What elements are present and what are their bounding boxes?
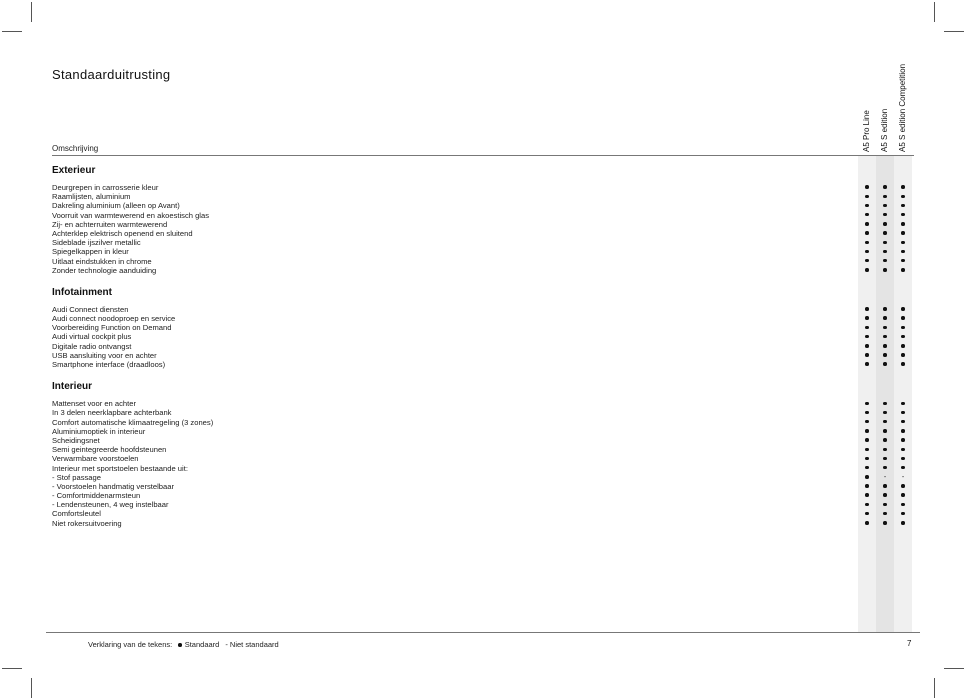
standard-bullet-icon: [876, 257, 894, 266]
standard-bullet-icon: [876, 183, 894, 192]
not-standard-mark: -: [883, 473, 887, 481]
not-standard-mark: -: [901, 473, 905, 481]
standard-bullet-icon: [858, 314, 876, 323]
row-label: - Stof passage: [52, 472, 101, 482]
standard-bullet-icon: [858, 482, 876, 491]
row-label: Zij- en achterruiten warmtewerend: [52, 219, 168, 229]
standard-bullet-icon: [894, 408, 912, 417]
section-title: Interieur: [52, 381, 93, 393]
table-row: [52, 445, 922, 454]
standard-bullet-icon: [858, 491, 876, 500]
row-label: Comfortsleutel: [52, 509, 101, 519]
column-header-pro-line: A5 Pro Line: [862, 110, 871, 152]
standard-bullet-icon: [876, 482, 894, 491]
table-row: [52, 257, 922, 266]
table-row: [52, 305, 922, 314]
table-row: [52, 332, 922, 341]
crop-mark: [31, 678, 32, 698]
standard-bullet-icon: [876, 491, 894, 500]
row-label: Audi virtual cockpit plus: [52, 332, 132, 342]
standard-bullet-icon: [894, 491, 912, 500]
standard-bullet-icon: [894, 183, 912, 192]
standard-bullet-icon: [876, 211, 894, 220]
table-row: [52, 192, 922, 201]
standard-bullet-icon: [894, 266, 912, 275]
standard-bullet-icon: [876, 220, 894, 229]
row-label: Zonder technologie aanduiding: [52, 265, 157, 275]
standard-bullet-icon: [894, 257, 912, 266]
table-row: [52, 266, 922, 275]
standard-bullet-icon: [876, 418, 894, 427]
standard-bullet-icon: [858, 408, 876, 417]
row-label: Sideblade ijszilver metallic: [52, 238, 141, 248]
standard-bullet-icon: [894, 332, 912, 341]
standard-bullet-icon: [876, 445, 894, 454]
table-row: [52, 360, 922, 369]
row-label: Achterklep elektrisch openend en sluitend: [52, 228, 193, 238]
row-label: Aluminiumoptiek in interieur: [52, 426, 146, 436]
table-row: [52, 229, 922, 238]
row-label: Digitale radio ontvangst: [52, 341, 132, 351]
table-row: [52, 201, 922, 210]
crop-mark: [944, 668, 964, 669]
standard-bullet-icon: [858, 238, 876, 247]
crop-mark: [934, 678, 935, 698]
standard-bullet-icon: [876, 454, 894, 463]
standard-bullet-icon: [876, 192, 894, 201]
section: [52, 163, 922, 275]
standard-bullet-icon: [876, 201, 894, 210]
standard-bullet-icon: [876, 247, 894, 256]
standard-bullet-icon: [894, 229, 912, 238]
standard-bullet-icon: [858, 247, 876, 256]
standard-bullet-icon: [876, 464, 894, 473]
row-label: Niet rokersuitvoering: [52, 518, 122, 528]
row-label: Interieur met sportstoelen bestaande uit:: [52, 463, 188, 473]
standard-bullet-icon: [894, 464, 912, 473]
row-label: Comfort automatische klimaatregeling (3 zones): [52, 417, 214, 427]
row-label: Raamlijsten, aluminium: [52, 192, 131, 202]
legend: [88, 640, 279, 649]
standard-bullet-icon: [876, 238, 894, 247]
standard-bullet-icon: [894, 482, 912, 491]
row-label: Deurgrepen in carrosserie kleur: [52, 183, 159, 192]
standard-bullet-icon: [876, 436, 894, 445]
table-row: [52, 351, 922, 360]
standard-bullet-icon: [858, 418, 876, 427]
section-title: Infotainment: [52, 286, 112, 298]
standard-bullet-icon: [894, 454, 912, 463]
row-label: Voorruit van warmtewerend en akoestisch glas: [52, 210, 210, 220]
standard-bullet-icon: [876, 305, 894, 314]
table-row: [52, 464, 922, 473]
section: [52, 285, 922, 369]
equipment-table: [52, 163, 922, 538]
standard-bullet-icon: [858, 436, 876, 445]
standard-bullet-icon: [894, 427, 912, 436]
page-number: 7: [907, 639, 912, 648]
standard-bullet-icon: [858, 201, 876, 210]
standard-bullet-icon: [894, 238, 912, 247]
standard-bullet-icon: [894, 314, 912, 323]
legend-non-standard: - Niet standaard: [225, 640, 279, 649]
standard-bullet-icon: [894, 220, 912, 229]
standard-bullet-icon: [894, 519, 912, 528]
table-row: [52, 519, 922, 528]
standard-bullet-icon: [894, 399, 912, 408]
bullet-icon: [178, 643, 182, 647]
table-row: [52, 183, 922, 192]
standard-bullet-icon: [894, 436, 912, 445]
table-row: [52, 482, 922, 491]
standard-bullet-icon: [894, 247, 912, 256]
row-label: Smartphone interface (draadloos): [52, 360, 166, 369]
table-row: [52, 454, 922, 463]
standard-bullet-icon: [876, 266, 894, 275]
row-label: Audi connect noodoproep en service: [52, 314, 176, 324]
legend-label: Verklaring van de tekens:: [88, 640, 173, 649]
footer-divider: [46, 632, 920, 633]
standard-bullet-icon: [858, 509, 876, 518]
standard-bullet-icon: [876, 360, 894, 369]
standard-bullet-icon: [858, 342, 876, 351]
standard-bullet-icon: [858, 332, 876, 341]
standard-bullet-icon: [876, 519, 894, 528]
standard-bullet-icon: [894, 351, 912, 360]
row-label: Semi geintegreerde hoofdsteunen: [52, 445, 167, 455]
legend-standard: Standaard: [184, 640, 220, 649]
standard-bullet-icon: [858, 351, 876, 360]
standard-bullet-icon: [858, 305, 876, 314]
standard-bullet-icon: [894, 500, 912, 509]
table-row: [52, 473, 922, 482]
standard-bullet-icon: [876, 323, 894, 332]
standard-bullet-icon: [858, 266, 876, 275]
standard-bullet-icon: [858, 211, 876, 220]
description-column-header: Omschrijving: [52, 144, 99, 153]
row-label: USB aansluiting voor en achter: [52, 350, 157, 360]
crop-mark: [2, 31, 22, 32]
standard-bullet-icon: [876, 509, 894, 518]
standard-bullet-icon: [876, 408, 894, 417]
standard-bullet-icon: [894, 201, 912, 210]
table-row: [52, 418, 922, 427]
section-title: Exterieur: [52, 165, 96, 176]
standard-bullet-icon: [858, 360, 876, 369]
row-label: - Voorstoelen handmatig verstelbaar: [52, 481, 174, 491]
table-row: [52, 408, 922, 417]
standard-bullet-icon: [858, 454, 876, 463]
standard-bullet-icon: [858, 519, 876, 528]
row-label: Scheidingsnet: [52, 435, 100, 445]
page-title: Standaarduitrusting: [52, 67, 171, 82]
standard-bullet-icon: [858, 464, 876, 473]
section: [52, 379, 922, 528]
row-label: - Lendensteunen, 4 weg instelbaar: [52, 500, 169, 510]
standard-bullet-icon: [876, 332, 894, 341]
standard-bullet-icon: [876, 399, 894, 408]
table-row: [52, 491, 922, 500]
crop-mark: [31, 2, 32, 22]
standard-bullet-icon: [858, 229, 876, 238]
standard-bullet-icon: [894, 323, 912, 332]
column-header-s-edition: A5 S edition: [880, 108, 889, 152]
standard-bullet-icon: [876, 427, 894, 436]
table-row: [52, 436, 922, 445]
standard-bullet-icon: [858, 399, 876, 408]
standard-bullet-icon: [858, 427, 876, 436]
table-row: [52, 509, 922, 518]
header-divider: [52, 155, 914, 156]
standard-bullet-icon: [876, 314, 894, 323]
row-label: Uitlaat eindstukken in chrome: [52, 256, 152, 266]
row-label: Voorbereiding Function on Demand: [52, 323, 172, 333]
standard-bullet-icon: [894, 360, 912, 369]
table-row: [52, 342, 922, 351]
standard-bullet-icon: [858, 220, 876, 229]
table-row: [52, 314, 922, 323]
table-row: [52, 427, 922, 436]
table-row: [52, 220, 922, 229]
standard-bullet-icon: [858, 192, 876, 201]
standard-bullet-icon: [894, 445, 912, 454]
standard-bullet-icon: [858, 500, 876, 509]
standard-bullet-icon: [894, 418, 912, 427]
crop-mark: [944, 31, 964, 32]
standard-bullet-icon: [858, 323, 876, 332]
crop-mark: [934, 2, 935, 22]
standard-bullet-icon: [858, 183, 876, 192]
table-row: [52, 323, 922, 332]
table-row: [52, 500, 922, 509]
row-label: - Comfortmiddenarmsteun: [52, 491, 141, 501]
row-label: Dakreling aluminium (alleen op Avant): [52, 201, 180, 211]
row-label: Mattenset voor en achter: [52, 399, 136, 409]
row-label: Spiegelkappen in kleur: [52, 247, 129, 257]
standard-bullet-icon: [858, 257, 876, 266]
table-row: [52, 247, 922, 256]
standard-bullet-icon: [894, 192, 912, 201]
table-row: [52, 238, 922, 247]
standard-bullet-icon: [894, 305, 912, 314]
standard-bullet-icon: [858, 445, 876, 454]
row-label: Verwarmbare voorstoelen: [52, 454, 139, 464]
standard-bullet-icon: [876, 229, 894, 238]
table-row: [52, 399, 922, 408]
column-header-s-edition-competition: A5 S edition Competition: [898, 63, 907, 152]
table-row: [52, 211, 922, 220]
standard-bullet-icon: [876, 351, 894, 360]
standard-bullet-icon: [858, 473, 876, 482]
row-label: In 3 delen neerklapbare achterbank: [52, 408, 172, 418]
standard-bullet-icon: [894, 342, 912, 351]
standard-bullet-icon: [894, 509, 912, 518]
row-label: Audi Connect diensten: [52, 304, 129, 314]
standard-bullet-icon: [876, 342, 894, 351]
standard-bullet-icon: [894, 211, 912, 220]
crop-mark: [2, 668, 22, 669]
standard-bullet-icon: [876, 500, 894, 509]
